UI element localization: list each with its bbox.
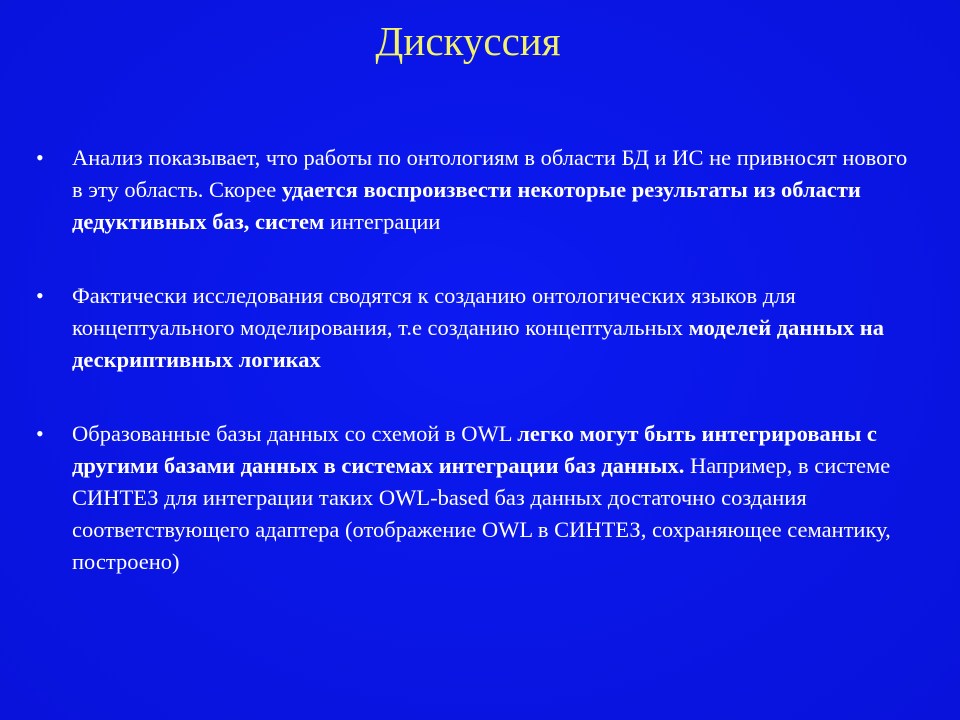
text-segment: Фактически исследования сводятся к созданию онтологических языков для концептуального моделирования, т.е созданию концептуальных — [72, 283, 796, 340]
text-segment-bold: легко могут быть интегрированы с другими базами данных в системах интеграции баз данных. — [72, 421, 877, 478]
bullet-text — [72, 421, 891, 574]
text-segment: Образованные базы данных со схемой в OWL — [72, 421, 518, 446]
text-segment: Анализ показывает, что работы по онтологиям в области БД и ИС не привносят нового в эту область. Скорее — [72, 145, 908, 202]
bullet-marker: • — [36, 145, 44, 170]
bullet-item — [36, 142, 916, 238]
bullet-text — [72, 145, 907, 234]
bullet-text — [72, 283, 884, 372]
text-segment: Например, в системе СИНТЕЗ для интеграции таких OWL-based баз данных достаточно создания соответствующего адаптера (отображение OWL в СИНТЕЗ, сохраняющее семантику, построено) — [72, 453, 891, 574]
bullet-marker: • — [36, 283, 44, 308]
text-segment-bold: удается воспроизвести некоторые результаты из области дедуктивных баз, систем — [72, 177, 861, 234]
bullet-list — [36, 142, 916, 578]
bullet-marker: • — [36, 421, 44, 446]
bullet-item — [36, 418, 916, 578]
text-segment-bold: моделей данных на дескриптивных логиках — [72, 315, 884, 372]
bullet-item — [36, 280, 916, 376]
slide-title: Дискуссия — [375, 18, 561, 64]
text-segment: интеграции — [324, 209, 441, 234]
